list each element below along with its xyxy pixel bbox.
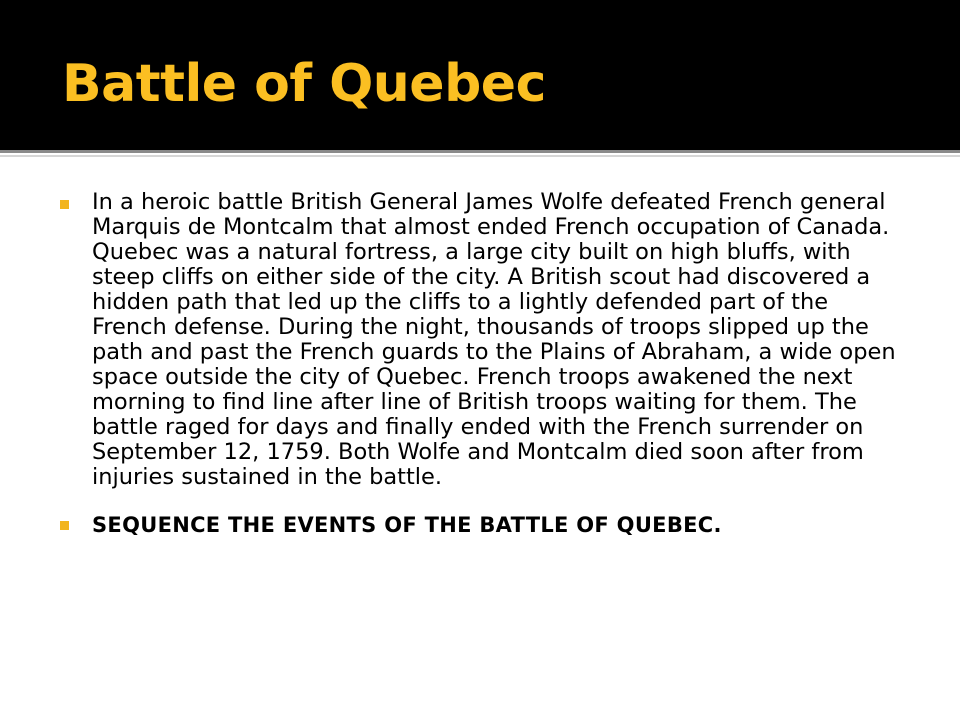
square-bullet-icon <box>60 521 69 530</box>
slide-title: Battle of Quebec <box>62 54 546 114</box>
title-divider <box>0 150 960 153</box>
title-divider-accent <box>0 155 960 157</box>
bullet-item-prompt <box>60 512 905 538</box>
sequence-prompt: SEQUENCE THE EVENTS OF THE BATTLE OF QUEBEC. <box>92 513 722 537</box>
bullet-item-narrative <box>60 190 905 490</box>
title-band <box>0 0 960 150</box>
bullet-list <box>60 190 905 538</box>
battle-narrative: In a heroic battle British General James Wolfe defeated French general Marquis de Montcalm that almost ended French occupation of Canada. Quebec was a natural fortress, a large city built on high bluffs, with steep cliffs on either side of the city. A British scout had discovered a hidden path that led up the cliffs to a lightly defended part of the French defense. During the night, thousands of troops slipped up the path and past the French guards to the Plains of Abraham, a wide open space outside the city of Quebec. French troops awakened the next morning to find line after line of British troops waiting for them. The battle raged for days and finally ended with the French surrender on September 12, 1759. Both Wolfe and Montcalm died soon after from injuries sustained in the battle. <box>92 189 896 490</box>
square-bullet-icon <box>60 200 69 209</box>
